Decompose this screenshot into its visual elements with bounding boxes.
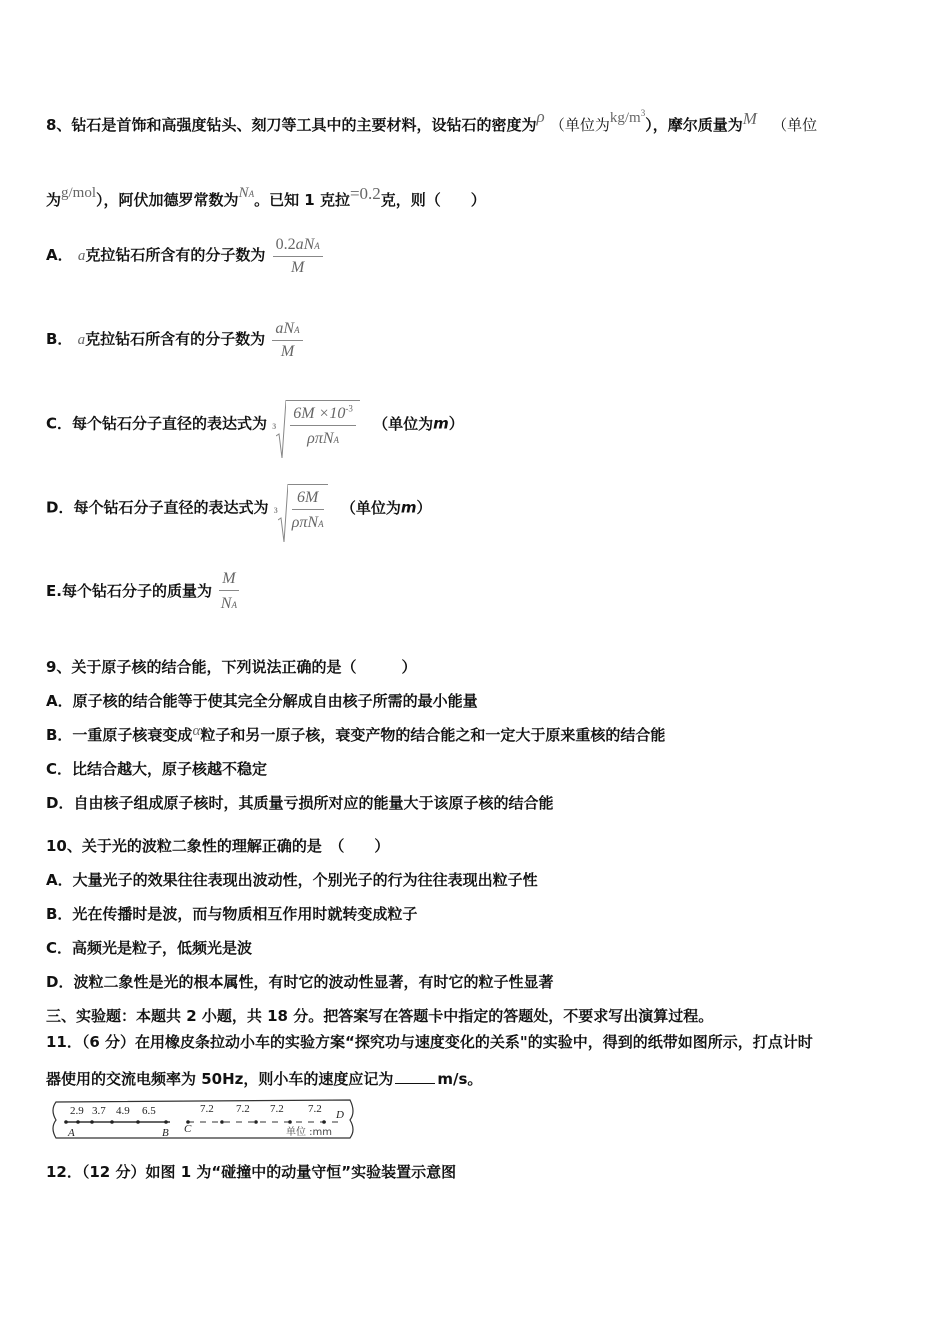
tape-value: 7.2 xyxy=(200,1103,214,1115)
unit-m: m xyxy=(400,498,417,517)
tape-value: 7.2 xyxy=(308,1103,322,1115)
option-label: E. xyxy=(46,582,62,600)
q10-option-c[interactable]: C．高频光是粒子，低频光是波 xyxy=(46,939,253,957)
tape-unit: 单位 :mm xyxy=(286,1127,333,1138)
option-label: A． xyxy=(46,246,73,264)
q8-unit-label: （单位为 xyxy=(549,116,610,134)
q8-text2a: 为 xyxy=(46,191,62,209)
q9-option-d[interactable]: D．自由核子组成原子核时，其质量亏损所对应的能量大于该原子核的结合能 xyxy=(46,794,554,812)
q8-option-c[interactable] xyxy=(46,400,464,448)
carat-value: =0.2 xyxy=(349,184,381,203)
option-text: 每个钻石分子直径的表达式为 xyxy=(73,498,269,517)
tape-dot xyxy=(254,1120,258,1124)
option-label: B． xyxy=(46,330,73,348)
q11-stem-line2 xyxy=(46,1068,482,1089)
option-text: 每个钻石分子的质量为 xyxy=(61,582,212,600)
tape-value: 4.9 xyxy=(116,1105,130,1117)
tape-value: 6.5 xyxy=(142,1105,156,1117)
q8-option-d[interactable] xyxy=(46,484,431,532)
tape-point: A xyxy=(68,1127,75,1139)
section-3-heading: 三、实验题：本题共 2 小题，共 18 分。把答案写在答题卡中指定的答题处，不要求写出演算过程。 xyxy=(46,1007,714,1025)
gmol-unit: g/mol xyxy=(61,185,97,201)
q10-option-a[interactable]: A．大量光子的效果往往表现出波动性，个别光子的行为往往表现出粒子性 xyxy=(46,871,538,889)
option-text: B．一重原子核衰变成 xyxy=(46,726,193,744)
tape-value: 7.2 xyxy=(270,1103,284,1115)
a-symbol: a xyxy=(77,332,86,348)
unit-label: （单位为 xyxy=(373,414,434,433)
unit-close: ） xyxy=(448,414,464,433)
q9-option-c[interactable]: C．比结合越大，原子核越不稳定 xyxy=(46,760,268,778)
q11-text: 器使用的交流电频率为 50Hz，则小车的速度应记为 xyxy=(46,1070,394,1088)
option-label: C． xyxy=(46,414,73,433)
q8-text-c: ），摩尔质量为 xyxy=(645,116,743,134)
cube-root: 3 $\frac{6M}{\text{ρπNA}}$ xyxy=(274,484,328,532)
tape-dot xyxy=(322,1120,326,1124)
q8-stem-line2 xyxy=(46,184,486,210)
fraction: $\frac{\text{aNA}}{M}$ xyxy=(272,318,302,361)
a-symbol: a xyxy=(77,248,86,264)
q9-option-b[interactable] xyxy=(46,724,665,745)
q11-stem-line1: 11．（6 分）在用橡皮条拉动小车的实验方案“探究功与速度变化的关系"的实验中，得到的纸带如图所示，打点计时 xyxy=(46,1033,813,1051)
tape-dot xyxy=(288,1120,292,1124)
q8-text2b: ），阿伏加德罗常数为 xyxy=(96,191,239,209)
unit-label: （单位为 xyxy=(340,498,401,517)
kg-unit: $kg/m^3$ xyxy=(609,108,646,126)
tape-dot xyxy=(90,1120,94,1124)
q8-text: 8、钻石是首饰和高强度钻头、刻刀等工具中的主要材料，设钻石的密度为 xyxy=(46,116,537,134)
fraction: $\frac{M}{NA}$ xyxy=(220,570,237,612)
option-text: 每个钻石分子直径的表达式为 xyxy=(72,414,268,433)
q10-stem: 10、关于光的波粒二象性的理解正确的是 （ ） xyxy=(46,837,390,855)
rho-symbol: ρ xyxy=(536,107,545,126)
alpha-symbol: α xyxy=(192,723,201,739)
tape-dot xyxy=(164,1120,168,1124)
tape-point: D xyxy=(336,1109,344,1121)
NA-symbol: NA xyxy=(238,185,255,201)
q8-option-e[interactable] xyxy=(46,570,241,613)
tape-point: B xyxy=(162,1127,169,1139)
q10-option-d[interactable]: D．波粒二象性是光的根本属性，有时它的波动性显著，有时它的粒子性显著 xyxy=(46,973,554,991)
tape-value: 3.7 xyxy=(92,1105,106,1117)
option-text-b: 粒子和另一原子核，衰变产物的结合能之和一定大于原来重核的结合能 xyxy=(200,726,666,744)
M-symbol: M xyxy=(742,109,757,128)
paper-tape-figure xyxy=(50,1098,360,1140)
option-text: 克拉钻石所含有的分子数为 xyxy=(85,246,266,264)
tape-dot xyxy=(110,1120,114,1124)
q8-stem-line1 xyxy=(46,107,818,135)
q9-stem: 9、关于原子核的结合能，下列说法正确的是（ ） xyxy=(46,658,417,676)
q8-text2c: 。已知 1 克拉 xyxy=(254,191,350,209)
tape-value: 7.2 xyxy=(236,1103,250,1115)
unit-m: m xyxy=(433,414,449,433)
tape-point: C xyxy=(184,1123,192,1135)
q12-stem: 12．（12 分）如图 1 为“碰撞中的动量守恒”实验装置示意图 xyxy=(46,1163,457,1181)
option-text: 克拉钻石所含有的分子数为 xyxy=(85,330,266,348)
q8-unit-label2: （单位 xyxy=(772,116,818,134)
option-label: D． xyxy=(46,498,74,517)
cube-root: 3 $\frac{6M \times 10^{-3}}{\text{ρπNA}}$ xyxy=(272,400,360,448)
tape-value: 2.9 xyxy=(70,1105,84,1117)
tape-dot xyxy=(220,1120,224,1124)
q10-option-b[interactable]: B．光在传播时是波，而与物质相互作用时就转变成粒子 xyxy=(46,905,418,923)
answer-blank[interactable] xyxy=(395,1083,435,1084)
tape-dot xyxy=(136,1120,140,1124)
q11-unit: m/s。 xyxy=(437,1070,483,1088)
q8-text2d: 克，则（ ） xyxy=(380,191,486,209)
q8-option-b[interactable] xyxy=(46,318,305,361)
unit-close: ） xyxy=(416,498,432,517)
q8-option-a[interactable] xyxy=(46,234,325,277)
tape-dot xyxy=(76,1120,80,1124)
fraction: $\frac{\text{0.2aNA}}{M}$ xyxy=(273,234,323,277)
tape-dot xyxy=(64,1120,68,1124)
q9-option-a[interactable]: A．原子核的结合能等于使其完全分解成自由核子所需的最小能量 xyxy=(46,692,478,710)
